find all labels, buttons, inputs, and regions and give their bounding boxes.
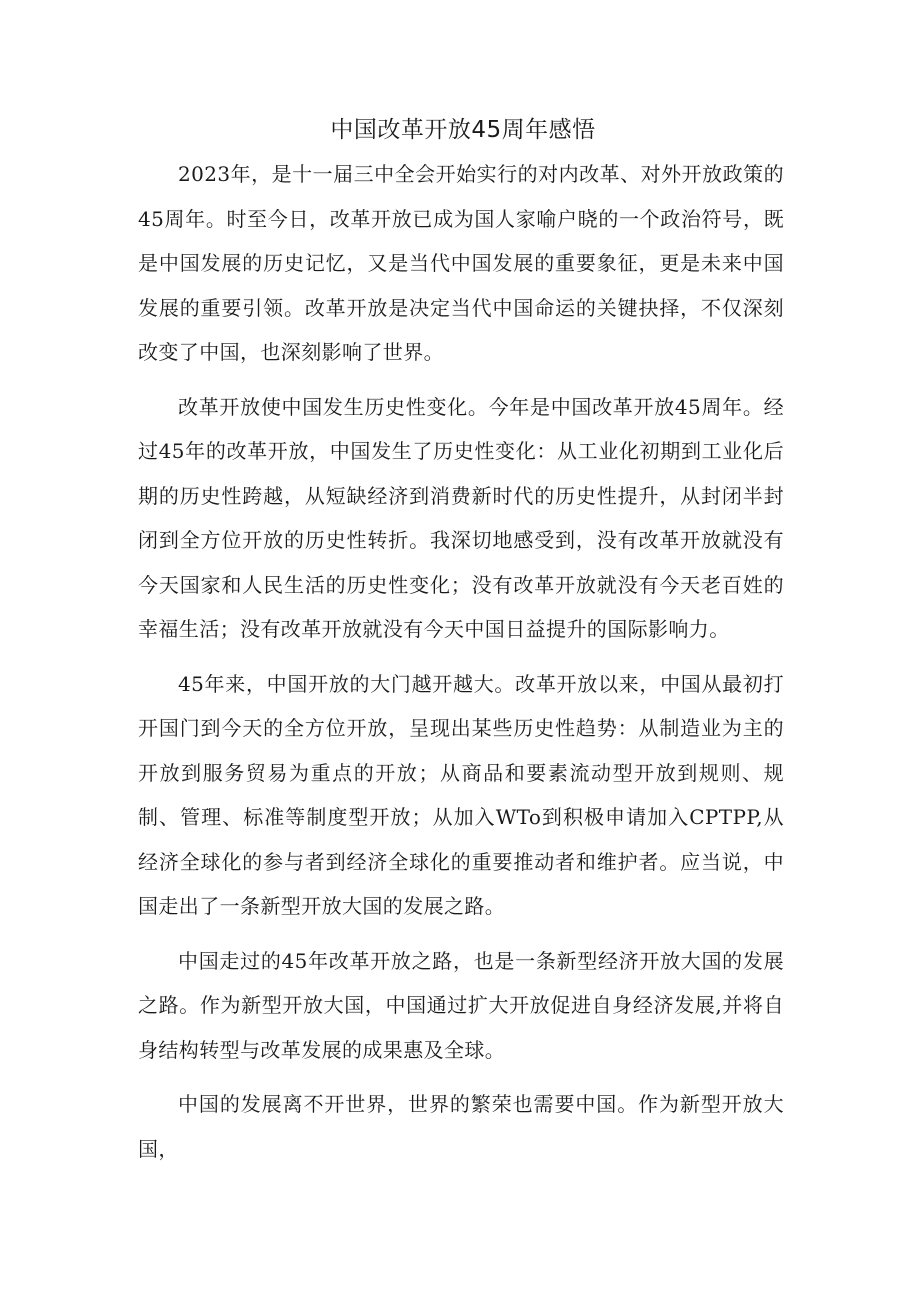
document-title: 中国改革开放45周年感悟	[330, 117, 596, 143]
paragraph-2: 改革开放使中国发生历史性变化。今年是中国改革开放45周年。经过45年的改革开放，中国发生了历史性变化：从工业化初期到工业化后期的历史性跨越，从短缺经济到消费新时代的历史性提升，从封闭半封闭到全方位开放的历史性转折。我深切地感受到，没有改革开放就没有今天国家和人民生活的历史性变化；没有改革开放就没有今天老百姓的幸福生活；没有改革开放就没有今天中国日益提升的国际影响力。	[138, 394, 784, 641]
paragraph-5: 中国的发展离不开世界，世界的繁荣也需要中国。作为新型开放大国，	[138, 1092, 784, 1161]
paragraph-4: 中国走过的45年改革开放之路，也是一条新型经济开放大国的发展之路。作为新型开放大国，中国通过扩大开放促进自身经济发展,并将自身结构转型与改革发展的成果惠及全球。	[138, 948, 784, 1062]
paragraph-1: 2023年，是十一届三中全会开始实行的对内改革、对外开放政策的45周年。时至今日，改革开放已成为国人家喻户晓的一个政治符号，既是中国发展的历史记忆，又是当代中国发展的重要象征，更是未来中国发展的重要引领。改革开放是决定当代中国命运的关键抉择，不仅深刻改变了中国，也深刻影响了世界。	[138, 162, 784, 364]
document-page	[138, 108, 784, 1181]
paragraph-3: 45年来，中国开放的大门越开越大。改革开放以来，中国从最初打开国门到今天的全方位开放，呈现出某些历史性趋势：从制造业为主的开放到服务贸易为重点的开放；从商品和要素流动型开放到规则、规制、管理、标准等制度型开放；从加入WTo到积极申请加入CPTPP,从经济全球化的参与者到经济全球化的重要推动者和维护者。应当说，中国走出了一条新型开放大国的发展之路。	[138, 671, 784, 918]
